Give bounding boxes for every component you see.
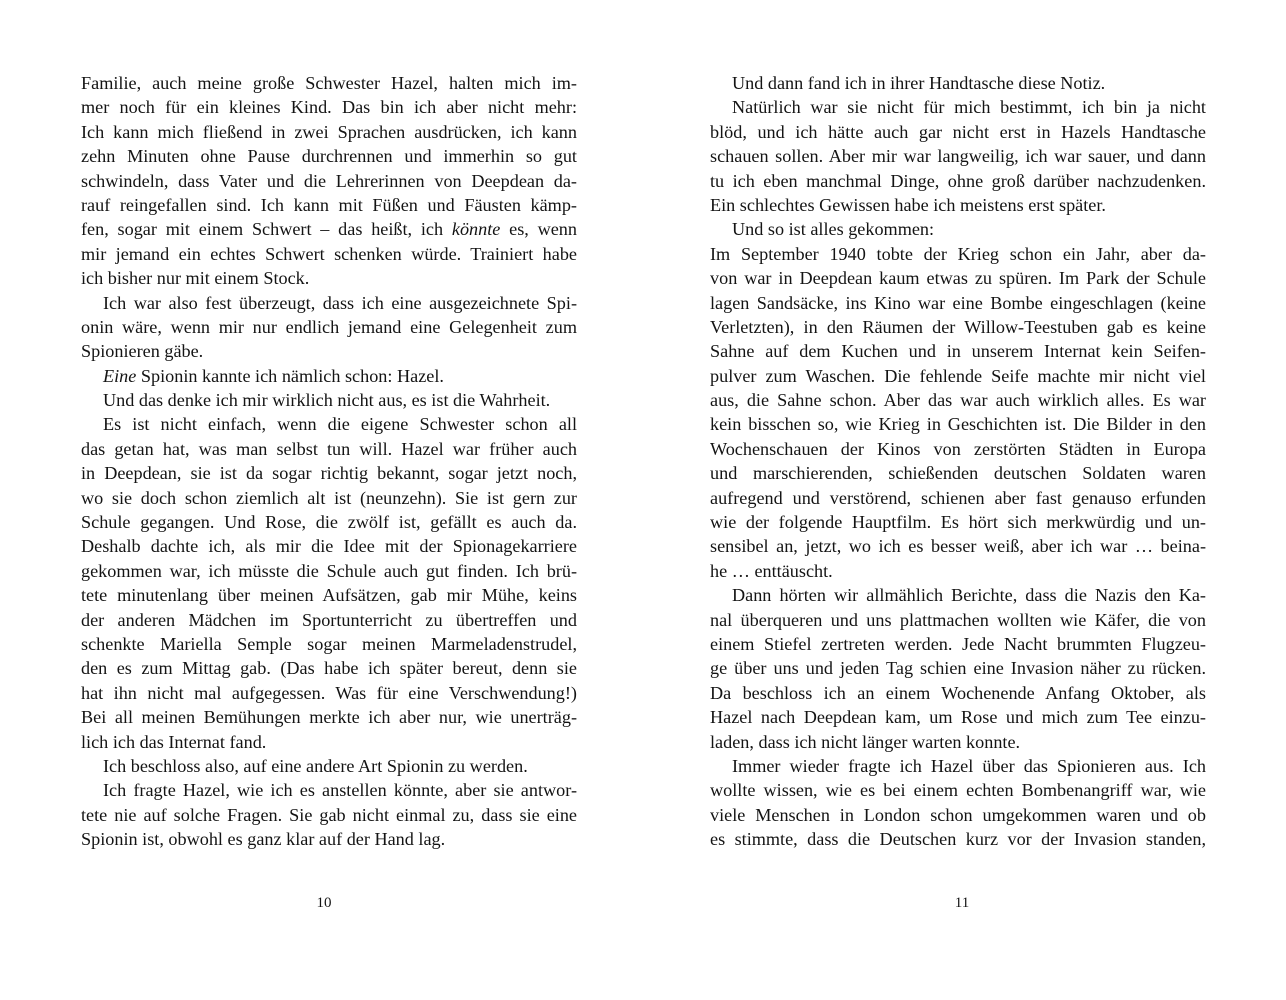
text-line: rauf reingefallen sind. Ich kann mit Füßen und Fäusten kämp- <box>81 194 577 215</box>
text-line: mir jemand ein echtes Schwert schenken würde. Trainiert habe <box>81 243 577 264</box>
text-line: zehn Minuten ohne Pause durchrennen und immerhin so gut <box>81 146 577 167</box>
text-line: ich bisher nur mit einem Stock. <box>81 268 310 289</box>
text-line: blöd, und ich hätte auch gar nicht erst in Hazels Handtasche <box>710 121 1206 142</box>
text-line: sensibel an, jetzt, wo ich es besser weiß, aber ich war … beina- <box>710 536 1206 557</box>
text-line: in Deepdean, sie ist da sogar richtig bekannt, sogar jetzt noch, <box>81 463 577 484</box>
text-line: Spionieren gäbe. <box>81 341 204 362</box>
text-line: einem Stiefel zertreten werden. Jede Nacht brummten Flugzeu- <box>710 633 1206 654</box>
text-line: lich ich das Internat fand. <box>81 731 267 752</box>
text-line: tu ich eben manchmal Dinge, ohne groß darüber nachzudenken. <box>710 170 1206 191</box>
text-line: viele Menschen in London schon umgekommen waren und ob <box>710 804 1206 825</box>
text-line: der anderen Mädchen im Sportunterricht zu übertreffen und <box>81 609 577 630</box>
text-line <box>81 364 577 388</box>
text-line: und marschierenden, schießenden deutschen Soldaten waren <box>710 463 1206 484</box>
text-line: den es zum Mittag gab. (Das habe ich später bereut, denn sie <box>81 658 577 679</box>
page-number-right: 11 <box>954 895 970 911</box>
text-line: Hazel nach Deepdean kam, um Rose und mich zum Tee einzu- <box>710 707 1206 728</box>
text-line: onin wäre, wenn mir nur endlich jemand eine Gelegenheit zum <box>81 316 577 337</box>
text-line: Verletzten), in den Räumen der Willow-Teestuben gab es keine <box>710 316 1206 337</box>
italic-word: könnte <box>451 219 501 240</box>
text-line: schenkte Mariella Semple sogar meinen Marmeladenstrudel, <box>81 633 577 654</box>
text-line: Immer wieder fragte ich Hazel über das Spionieren aus. Ich <box>732 755 1206 776</box>
text-line: Schule gegangen. Und Rose, die zwölf ist, gefällt es auch da. <box>81 512 577 533</box>
text-line: von war in Deepdean kaum etwas zu spüren. Im Park der Schule <box>710 268 1206 289</box>
text-line: Und das denke ich mir wirklich nicht aus, es ist die Wahrheit. <box>103 390 551 411</box>
text-line: schauen sollen. Aber mir war langweilig, ich war sauer, und dann <box>710 146 1206 167</box>
text-line: Familie, auch meine große Schwester Hazel, halten mich im- <box>81 73 577 93</box>
text-line: Ich kann mich fließend in zwei Sprachen ausdrücken, ich kann <box>81 121 577 142</box>
text-line: kein bisschen so, wie Krieg in Geschichten ist. Die Bilder in den <box>710 414 1206 435</box>
text-line: es stimmte, dass die Deutschen kurz vor der Invasion standen, <box>710 829 1206 850</box>
text-line: lagen Sandsäcke, ins Kino war eine Bombe eingeschlagen (keine <box>710 292 1206 313</box>
text-line: Bei all meinen Bemühungen merkte ich aber nur, wie unerträg- <box>81 707 577 728</box>
text-line: tete nie auf solche Fragen. Sie gab nicht einmal zu, dass sie eine <box>81 804 577 825</box>
text-line: das getan hat, was man selbst tun will. Hazel war früher auch <box>81 438 577 459</box>
text-line: nal überqueren und uns plattmachen wollten wie Käfer, die von <box>710 609 1206 630</box>
text-line: ge über uns und jeden Tag schien eine Invasion näher zu rücken. <box>710 658 1206 679</box>
text-line: Spionin ist, obwohl es ganz klar auf der Hand lag. <box>81 829 446 850</box>
text-line: tete minutenlang über meinen Aufsätzen, gab mir Mühe, keins <box>81 585 577 606</box>
text-line <box>81 217 577 241</box>
text-line: mer noch für ein kleines Kind. Das bin ich aber nicht mehr: <box>81 97 577 118</box>
text-line: Natürlich war sie nicht für mich bestimmt, ich bin ja nicht <box>732 97 1206 118</box>
text-line: Und dann fand ich in ihrer Handtasche diese Notiz. <box>732 73 1106 93</box>
text-line: wo sie doch schon ziemlich alt ist (neunzehn). Sie ist gern zur <box>81 487 577 508</box>
left-page <box>81 71 577 852</box>
text-line: Sahne auf dem Kuchen und in unserem Internat kein Seifen- <box>710 341 1206 362</box>
text-line: Deshalb dachte ich, als mir die Idee mit der Spionagekarriere <box>81 536 577 557</box>
text-line: Im September 1940 tobte der Krieg schon ein Jahr, aber da- <box>710 243 1206 264</box>
italic-word: Eine <box>103 365 137 386</box>
text-line: wie der folgende Hauptfilm. Es hört sich merkwürdig und un- <box>710 512 1206 533</box>
text-line: Ich beschloss also, auf eine andere Art Spionin zu werden. <box>103 755 528 776</box>
text-line: wollte wissen, wie es bei einem echten Bombenangriff war, wie <box>710 780 1206 801</box>
page-number-left: 10 <box>316 895 332 911</box>
text-line: Wochenschauen der Kinos von zerstörten Städten in Europa <box>710 438 1206 459</box>
right-page <box>710 71 1206 852</box>
text-line: pulver zum Waschen. Die fehlende Seife machte mir nicht viel <box>710 365 1206 386</box>
text-line: Ich fragte Hazel, wie ich es anstellen könnte, aber sie antwor- <box>103 780 577 801</box>
text-segment: fen, sogar mit einem Schwert – das heißt, ich <box>81 219 452 240</box>
text-line: Es ist nicht einfach, wenn die eigene Schwester schon all <box>103 414 577 435</box>
text-line: laden, dass ich nicht länger warten konnte. <box>710 731 1021 752</box>
text-line: hat ihn nicht mal aufgegessen. Was für eine Verschwendung!) <box>81 682 577 703</box>
text-line: aufregend und verstörend, schienen aber fast genauso erfunden <box>710 487 1206 508</box>
text-line: Und so ist alles gekommen: <box>732 219 935 240</box>
text-segment: es, wenn <box>500 219 577 240</box>
text-line: he … enttäuscht. <box>710 560 833 581</box>
text-line: gekommen war, ich müsste die Schule auch gut finden. Ich brü- <box>81 560 577 581</box>
text-line: Da beschloss ich an einem Wochenende Anfang Oktober, als <box>710 682 1206 703</box>
text-line: Ein schlechtes Gewissen habe ich meistens erst später. <box>710 194 1106 215</box>
text-line: Dann hörten wir allmählich Berichte, dass die Nazis den Ka- <box>732 585 1206 606</box>
text-line: aus, die Sahne schon. Aber das war auch wirklich alles. Es war <box>710 390 1206 411</box>
text-line: schwindeln, dass Vater und die Lehrerinnen von Deepdean da- <box>81 170 577 191</box>
text-segment: Spionin kannte ich nämlich schon: Hazel. <box>136 365 444 386</box>
text-line: Ich war also fest überzeugt, dass ich eine ausgezeichnete Spi- <box>103 292 577 313</box>
